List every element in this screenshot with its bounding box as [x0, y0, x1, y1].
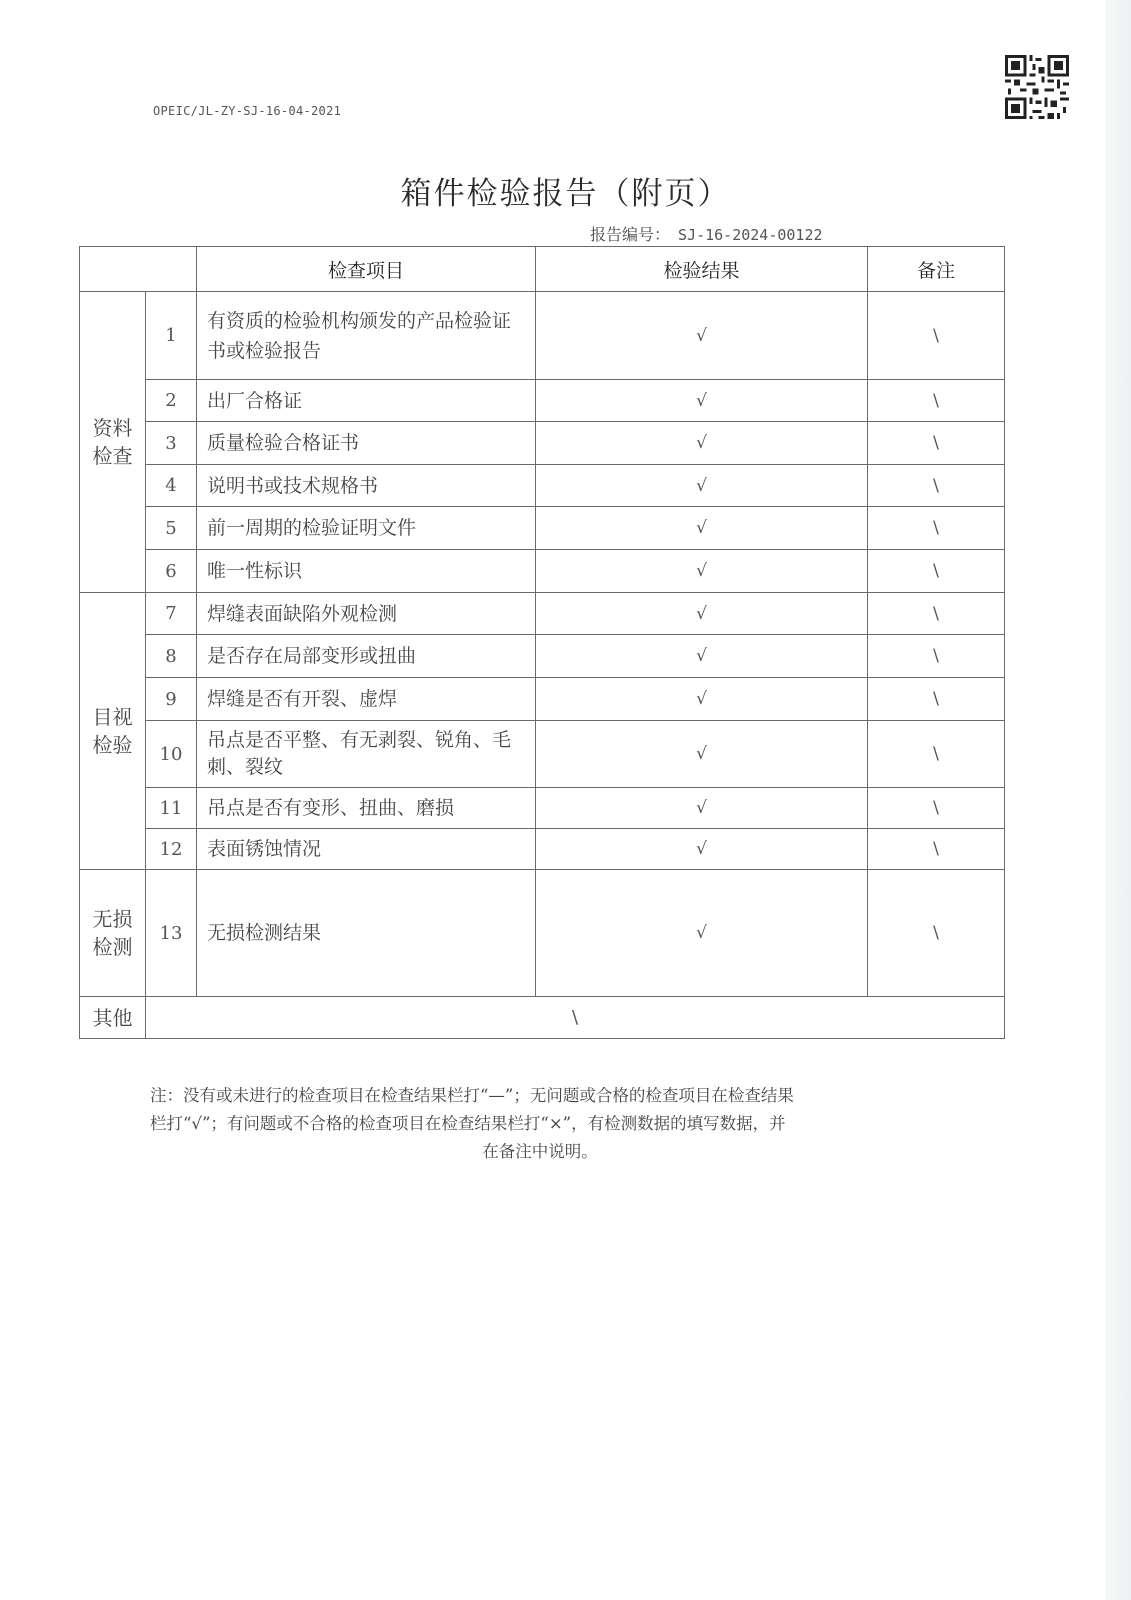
row-remark: \ — [868, 422, 1005, 465]
page-title: 箱件检验报告（附页） — [400, 176, 731, 212]
table-row — [80, 465, 1005, 507]
table-row — [80, 870, 1005, 997]
category-docs — [80, 292, 146, 593]
row-number: 8 — [146, 635, 197, 678]
row-remark: \ — [868, 635, 1005, 678]
category-ndt-label: 无损检测 — [92, 907, 133, 959]
row-item: 吊点是否平整、有无剥裂、锐角、毛刺、裂纹 — [197, 721, 536, 788]
row-result: √ — [536, 593, 868, 635]
table-row — [80, 292, 1005, 380]
row-remark: \ — [868, 593, 1005, 635]
table-row — [80, 788, 1005, 829]
row-item: 表面锈蚀情况 — [197, 829, 536, 870]
row-number: 10 — [146, 721, 197, 788]
inspection-table — [79, 246, 1005, 1039]
row-item: 出厂合格证 — [197, 380, 536, 422]
row-result: √ — [536, 465, 868, 507]
row-result: √ — [536, 292, 868, 380]
footnote-line-3: 在备注中说明。 — [482, 1142, 598, 1161]
header-item: 检查项目 — [197, 247, 536, 292]
report-number-label: 报告编号： — [590, 225, 671, 244]
row-number: 3 — [146, 422, 197, 465]
row-result: √ — [536, 422, 868, 465]
row-result: √ — [536, 678, 868, 721]
row-result: √ — [536, 380, 868, 422]
document-code: OPEIC/JL-ZY-SJ-16-04-2021 — [153, 104, 342, 118]
scan-edge — [1105, 0, 1131, 1600]
row-item: 唯一性标识 — [197, 550, 536, 593]
table-row — [80, 507, 1005, 550]
category-other: 其他 — [80, 997, 146, 1039]
row-number: 2 — [146, 380, 197, 422]
row-item: 焊缝是否有开裂、虚焊 — [197, 678, 536, 721]
row-remark: \ — [868, 829, 1005, 870]
row-remark: \ — [868, 465, 1005, 507]
row-number: 5 — [146, 507, 197, 550]
row-remark: \ — [868, 292, 1005, 380]
table-row — [80, 721, 1005, 788]
row-remark: \ — [868, 550, 1005, 593]
row-number: 6 — [146, 550, 197, 593]
row-result: √ — [536, 635, 868, 678]
table-header-row — [80, 247, 1005, 292]
row-remark: \ — [868, 788, 1005, 829]
footnote — [150, 1082, 930, 1166]
row-result: √ — [536, 870, 868, 997]
row-item: 是否存在局部变形或扭曲 — [197, 635, 536, 678]
row-remark: \ — [868, 721, 1005, 788]
table-row — [80, 678, 1005, 721]
row-item: 说明书或技术规格书 — [197, 465, 536, 507]
row-number: 9 — [146, 678, 197, 721]
row-item: 吊点是否有变形、扭曲、磨损 — [197, 788, 536, 829]
row-item: 质量检验合格证书 — [197, 422, 536, 465]
qr-code-icon — [1005, 55, 1069, 119]
row-item: 无损检测结果 — [197, 870, 536, 997]
row-result: √ — [536, 507, 868, 550]
header-result: 检验结果 — [536, 247, 868, 292]
category-ndt — [80, 870, 146, 997]
other-value: \ — [146, 997, 1005, 1039]
row-number: 7 — [146, 593, 197, 635]
row-result: √ — [536, 550, 868, 593]
category-visual — [80, 593, 146, 870]
row-item: 焊缝表面缺陷外观检测 — [197, 593, 536, 635]
row-number: 13 — [146, 870, 197, 997]
header-remark: 备注 — [868, 247, 1005, 292]
table-row-other — [80, 997, 1005, 1039]
row-remark: \ — [868, 507, 1005, 550]
row-number: 12 — [146, 829, 197, 870]
footnote-line-2: 栏打“√”；有问题或不合格的检查项目在检查结果栏打“×”，有检测数据的填写数据，并 — [150, 1114, 786, 1133]
table-row — [80, 550, 1005, 593]
header-blank-cell — [80, 247, 197, 292]
row-result: √ — [536, 788, 868, 829]
report-number-value: SJ-16-2024-00122 — [678, 226, 823, 244]
row-result: √ — [536, 721, 868, 788]
row-item: 前一周期的检验证明文件 — [197, 507, 536, 550]
row-result: √ — [536, 829, 868, 870]
row-item: 有资质的检验机构颁发的产品检验证书或检验报告 — [197, 292, 536, 380]
table-row — [80, 380, 1005, 422]
report-number — [590, 222, 823, 245]
row-number: 4 — [146, 465, 197, 507]
category-visual-label: 目视检验 — [92, 705, 133, 757]
row-remark: \ — [868, 380, 1005, 422]
row-number: 1 — [146, 292, 197, 380]
row-remark: \ — [868, 870, 1005, 997]
category-docs-label: 资料检查 — [92, 416, 133, 468]
table-row — [80, 422, 1005, 465]
table-row — [80, 829, 1005, 870]
table-row — [80, 635, 1005, 678]
footnote-line-1: 注：没有或未进行的检查项目在检查结果栏打“—”；无问题或合格的检查项目在检查结果 — [150, 1086, 794, 1105]
row-number: 11 — [146, 788, 197, 829]
row-remark: \ — [868, 678, 1005, 721]
table-row — [80, 593, 1005, 635]
